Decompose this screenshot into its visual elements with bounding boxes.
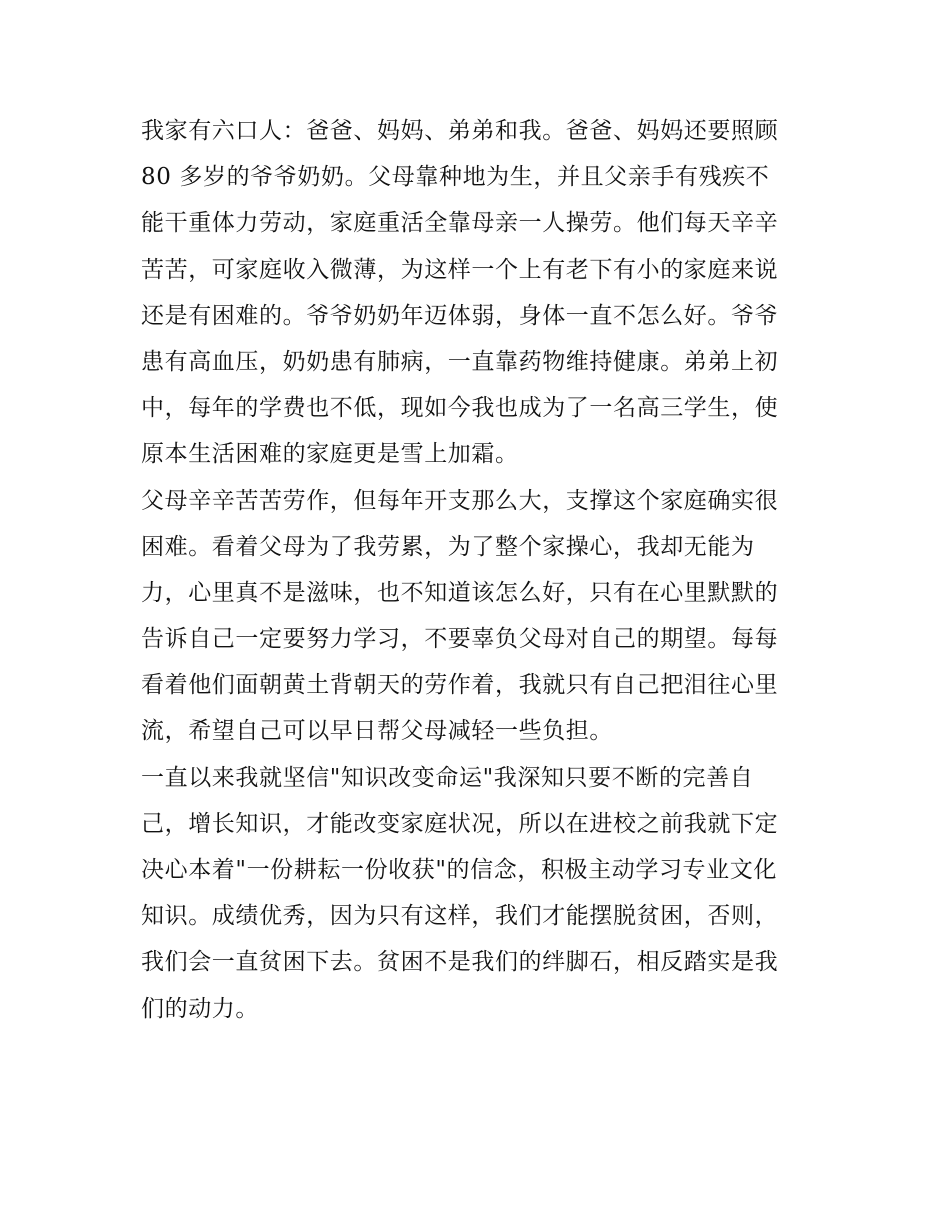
document-body-text	[141, 108, 813, 1032]
text-line: 流，希望自己可以早日帮父母减轻一些负担。	[141, 718, 613, 745]
text-line: 80 多岁的爷爷奶奶。父母靠种地为生，并且父亲手有残疾不	[141, 164, 770, 191]
text-line: 告诉自己一定要努力学习，不要辜负父母对自己的期望。每每	[141, 626, 779, 653]
text-line: 看着他们面朝黄土背朝天的劳作着，我就只有自己把泪往心里	[141, 672, 779, 699]
text-line: 中，每年的学费也不低，现如今我也成为了一名高三学生，使	[141, 395, 779, 422]
text-line: 父母辛辛苦苦劳作，但每年开支那么大，支撑这个家庭确实很	[141, 487, 779, 514]
text-line: 们的动力。	[141, 995, 259, 1022]
text-line: 力，心里真不是滋味，也不知道该怎么好，只有在心里默默的	[141, 579, 779, 606]
text-line: 患有高血压，奶奶患有肺病，一直靠药物维持健康。弟弟上初	[141, 348, 779, 375]
text-line: 己，增长知识，才能改变家庭状况，所以在进校之前我就下定	[141, 810, 779, 837]
text-line: 还是有困难的。爷爷奶奶年迈体弱，身体一直不怎么好。爷爷	[141, 302, 779, 329]
text-line: 我家有六口人：爸爸、妈妈、弟弟和我。爸爸、妈妈还要照顾	[141, 118, 779, 144]
text-line: 一直以来我就坚信"知识改变命运"我深知只要不断的完善自	[141, 764, 754, 791]
text-line: 原本生活困难的家庭更是雪上加霜。	[141, 441, 519, 468]
text-line: 苦苦，可家庭收入微薄，为这样一个上有老下有小的家庭来说	[141, 256, 779, 283]
text-line: 我们会一直贫困下去。贫困不是我们的绊脚石，相反踏实是我	[141, 949, 779, 976]
text-line: 知识。成绩优秀，因为只有这样，我们才能摆脱贫困，否则，	[141, 903, 779, 930]
text-line: 决心本着"一份耕耘一份收获"的信念，积极主动学习专业文化	[141, 857, 777, 883]
text-line: 能干重体力劳动，家庭重活全靠母亲一人操劳。他们每天辛辛	[141, 210, 779, 237]
text-line: 困难。看着父母为了我劳累，为了整个家操心，我却无能为	[141, 533, 755, 560]
